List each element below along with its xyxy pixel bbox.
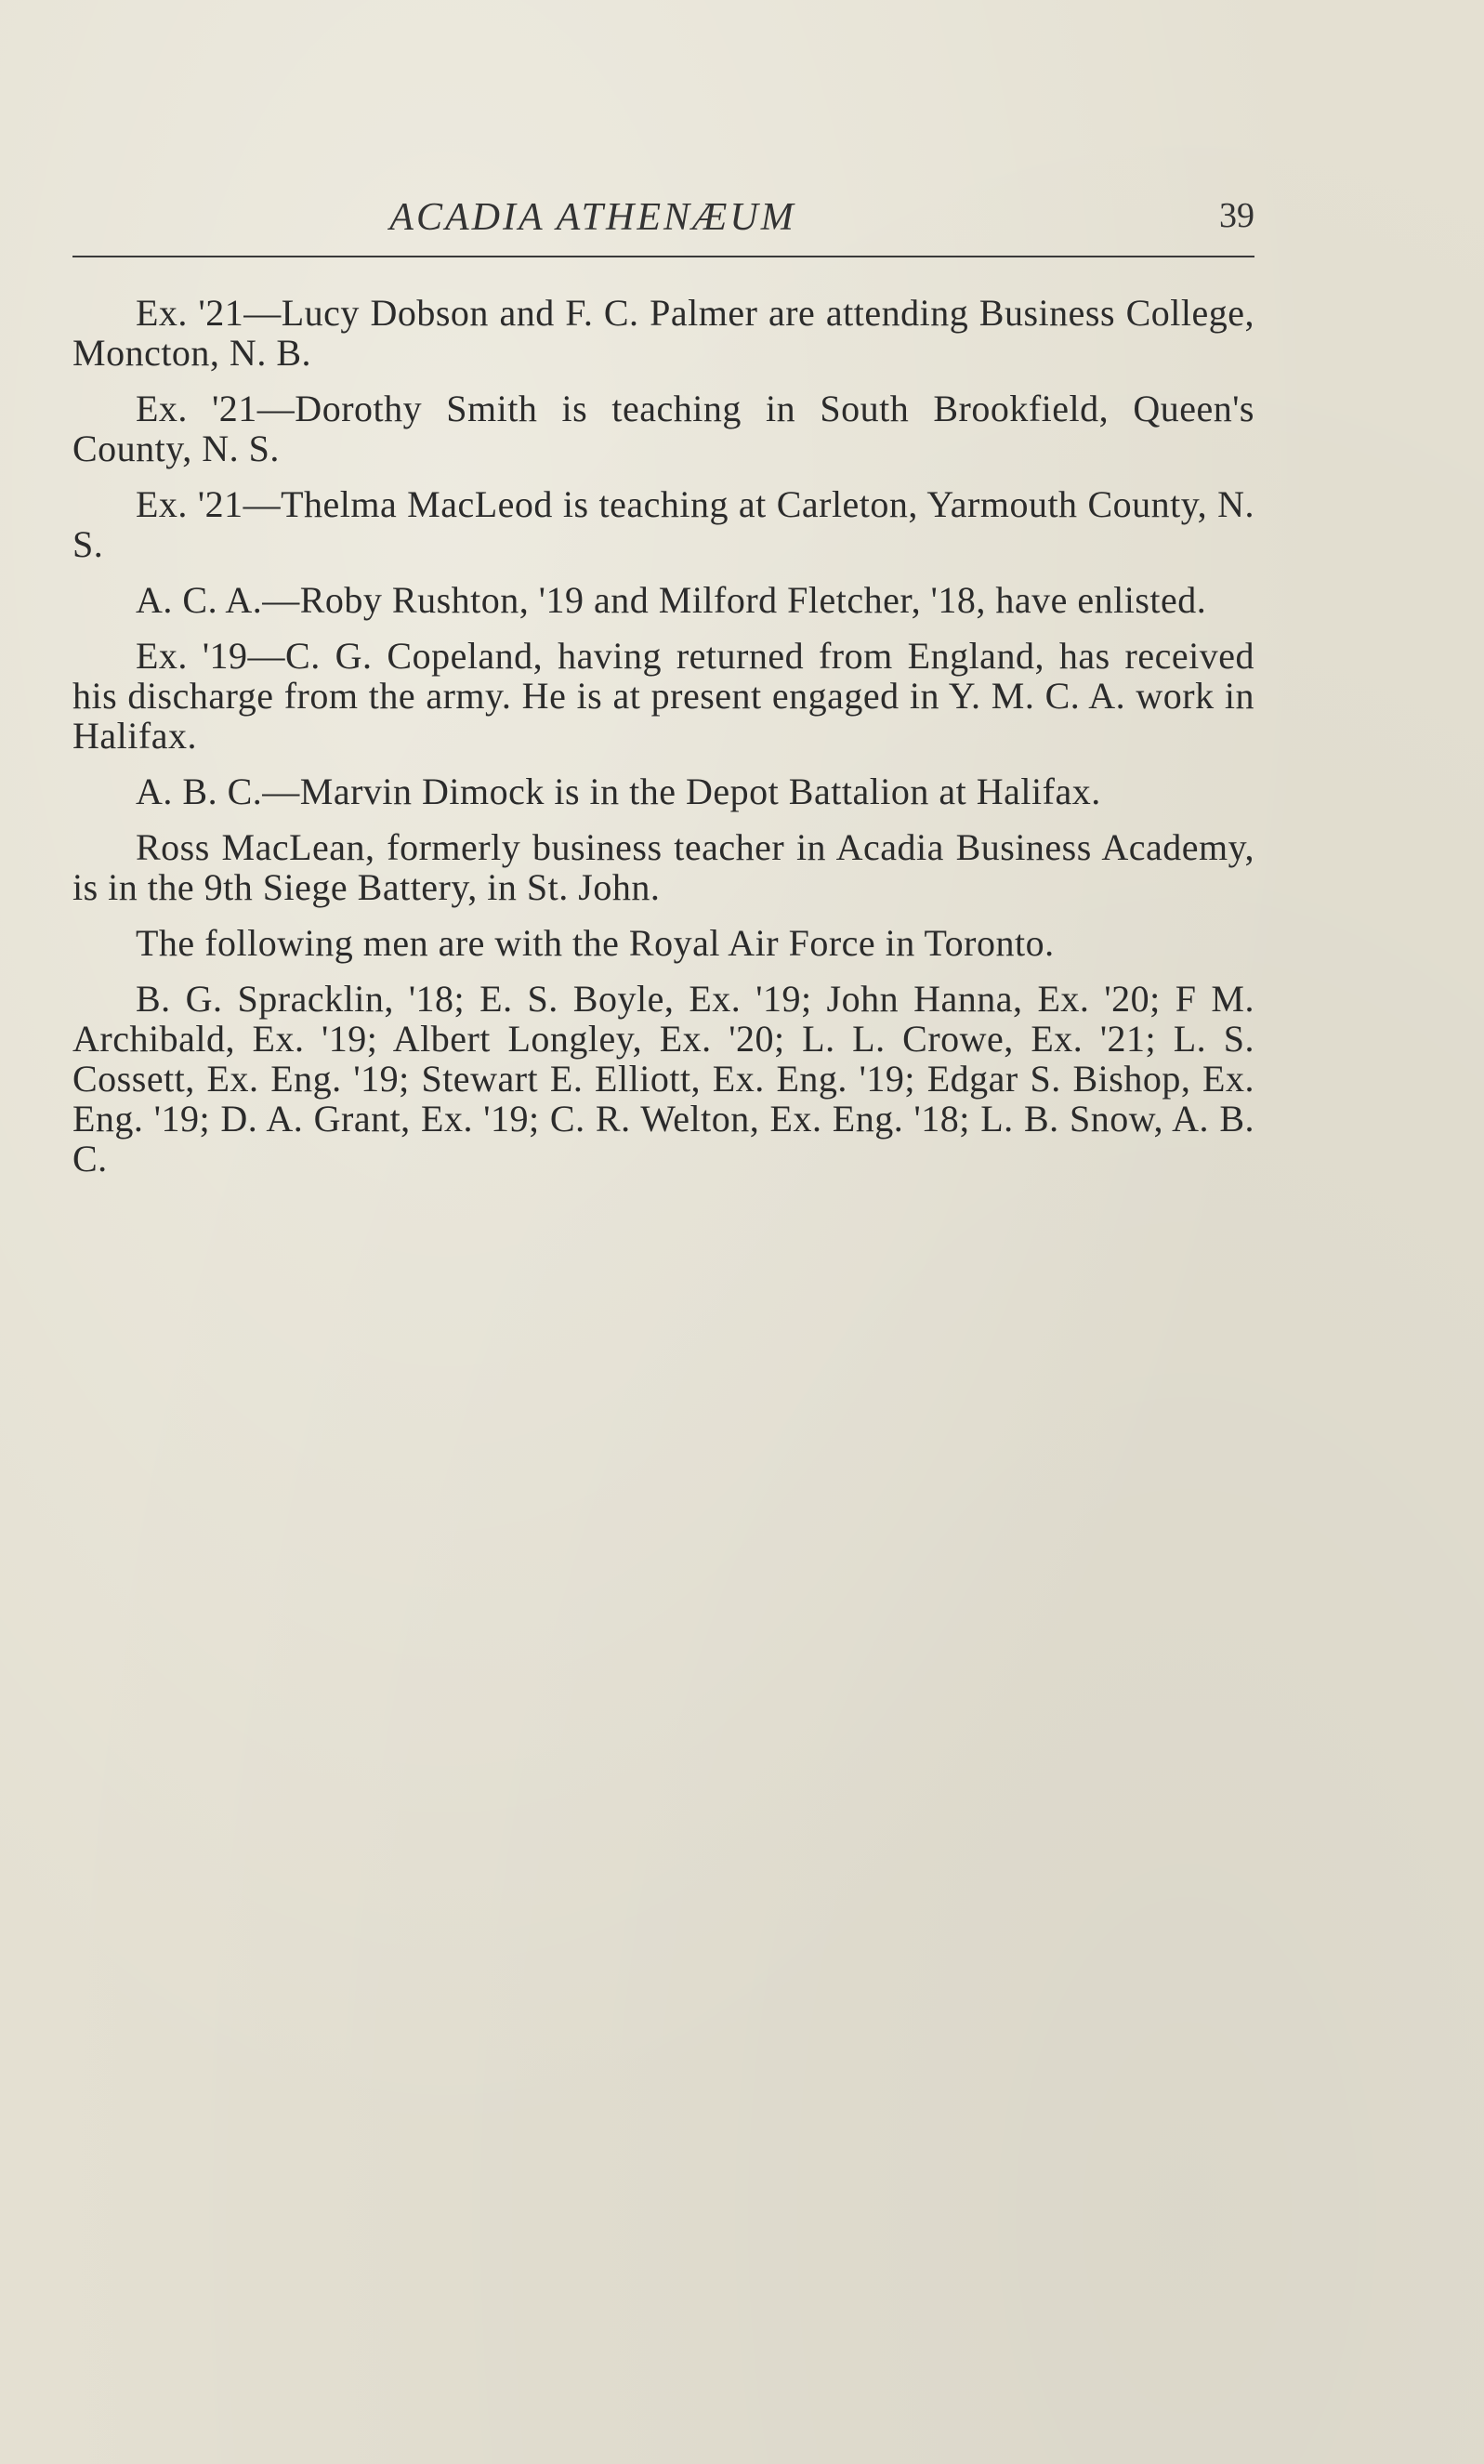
paragraph-royal-air-force-intro: The following men are with the Royal Air Force in Toronto. [136, 922, 1055, 964]
paragraph-copeland: Ex. '19—C. G. Copeland, having returned from England, has received his discharge from the army. He is at present engaged in Y. M. C. A. work in Halifax. [72, 635, 1254, 757]
page-header [72, 195, 1254, 251]
paragraph-dorothy-smith: Ex. '21—Dorothy Smith is teaching in South Brookfield, Queen's County, N. S. [72, 388, 1254, 469]
running-title: ACADIA ATHENÆUM [389, 196, 796, 239]
header-rule [72, 256, 1254, 257]
paragraph-dobson-palmer: Ex. '21—Lucy Dobson and F. C. Palmer are attending Business College, Moncton, N. B. [72, 292, 1254, 374]
paragraph-dimock: A. B. C.—Marvin Dimock is in the Depot Battalion at Halifax. [136, 771, 1101, 812]
paragraph-ross-maclean: Ross MacLean, formerly business teacher in Acadia Business Academy, is in the 9th Siege Battery, in St. John. [72, 826, 1254, 908]
body-text [72, 293, 1254, 1194]
paragraph-royal-air-force-list: B. G. Spracklin, '18; E. S. Boyle, Ex. '19; John Hanna, Ex. '20; F M. Archibald, Ex. '19; Albert Longley, Ex. '20; L. L. Crowe, Ex. '21; L. S. Cossett, Ex. Eng. '19; Stewart E. Elliott, Ex. Eng. '19; Edgar S. Bishop, Ex. Eng. '19; D. A. Grant, Ex. '19; C. R. Welton, Ex. Eng. '18; L. B. Snow, A. B. C. [72, 978, 1254, 1179]
paragraph-rushton-fletcher: A. C. A.—Roby Rushton, '19 and Milford Fletcher, '18, have enlisted. [136, 579, 1207, 621]
paragraph-thelma-macleod: Ex. '21—Thelma MacLeod is teaching at Carleton, Yarmouth County, N. S. [72, 483, 1254, 565]
page-number: 39 [1219, 196, 1254, 235]
